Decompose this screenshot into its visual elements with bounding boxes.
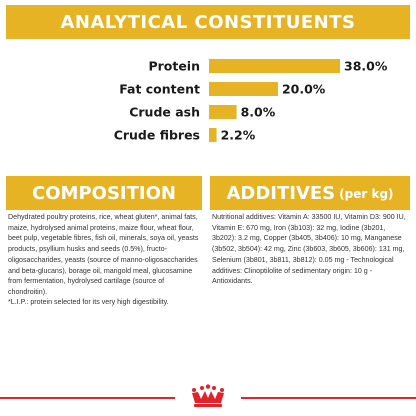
analytical-constituents-banner <box>6 5 410 39</box>
category-label: Crude ash <box>129 104 200 120</box>
analytical-constituents-title: ANALYTICAL CONSTITUENTS <box>60 11 356 33</box>
lip-footnote: *L.I.P.: protein selected for its very high digestibility. <box>8 298 169 306</box>
composition-title: COMPOSITION <box>32 182 176 204</box>
category-label: Fat content <box>119 81 200 97</box>
bar <box>209 59 340 73</box>
additives-title: ADDITIVES <box>226 182 336 204</box>
additives-unit: (per kg) <box>339 187 394 201</box>
constituents-bar-chart <box>0 40 416 170</box>
bar <box>209 128 217 142</box>
footer-rule-left <box>0 397 175 399</box>
bar <box>209 82 278 96</box>
value-label: 2.2% <box>220 127 256 143</box>
footer-rule-right <box>241 397 416 399</box>
category-label: Protein <box>148 58 200 74</box>
category-label: Crude fibres <box>113 127 200 143</box>
composition-banner <box>6 176 202 210</box>
composition-text: Dehydrated poultry proteins, rice, wheat gluten*, animal fats, maize, hydrolysed animal proteins, maize flour, wheat flour, beet pulp, vegetable fibres, fish oil, minerals, soya oil, yeasts products, psyllium husks and seeds (0.5%), fructo-oligosaccharides, yeasts (source of manno-oligosaccharides and beta-glucans), borage oil, marigold meal, glucosamine from fermentation, hydrolysed cartilage (source of chondroitin). <box>8 213 199 296</box>
value-label: 8.0% <box>240 104 276 120</box>
additives-banner <box>210 176 410 210</box>
value-label: 38.0% <box>344 58 388 74</box>
bar <box>209 105 237 119</box>
crown-logo-icon <box>184 384 232 410</box>
additives-text: Nutritional additives: Vitamin A: 33500 IU, Vitamin D3: 900 IU, Vitamin E: 670 mg, Iron (3b103): 32 mg, Iodine (3b201, 3b202): 3.2 mg, Copper (3b405, 3b406): 10 mg, Manganese (3b502, 3b504): 42 mg, Zinc (3b603, 3b605, 3b606): 131 mg, Selenium (3b801, 3b811, 3b812): 0.05 mg - Technological additives: Clinoptilolite of sedimentary origin: 10 g - Antioxidants. <box>212 213 406 286</box>
value-label: 20.0% <box>281 81 326 97</box>
